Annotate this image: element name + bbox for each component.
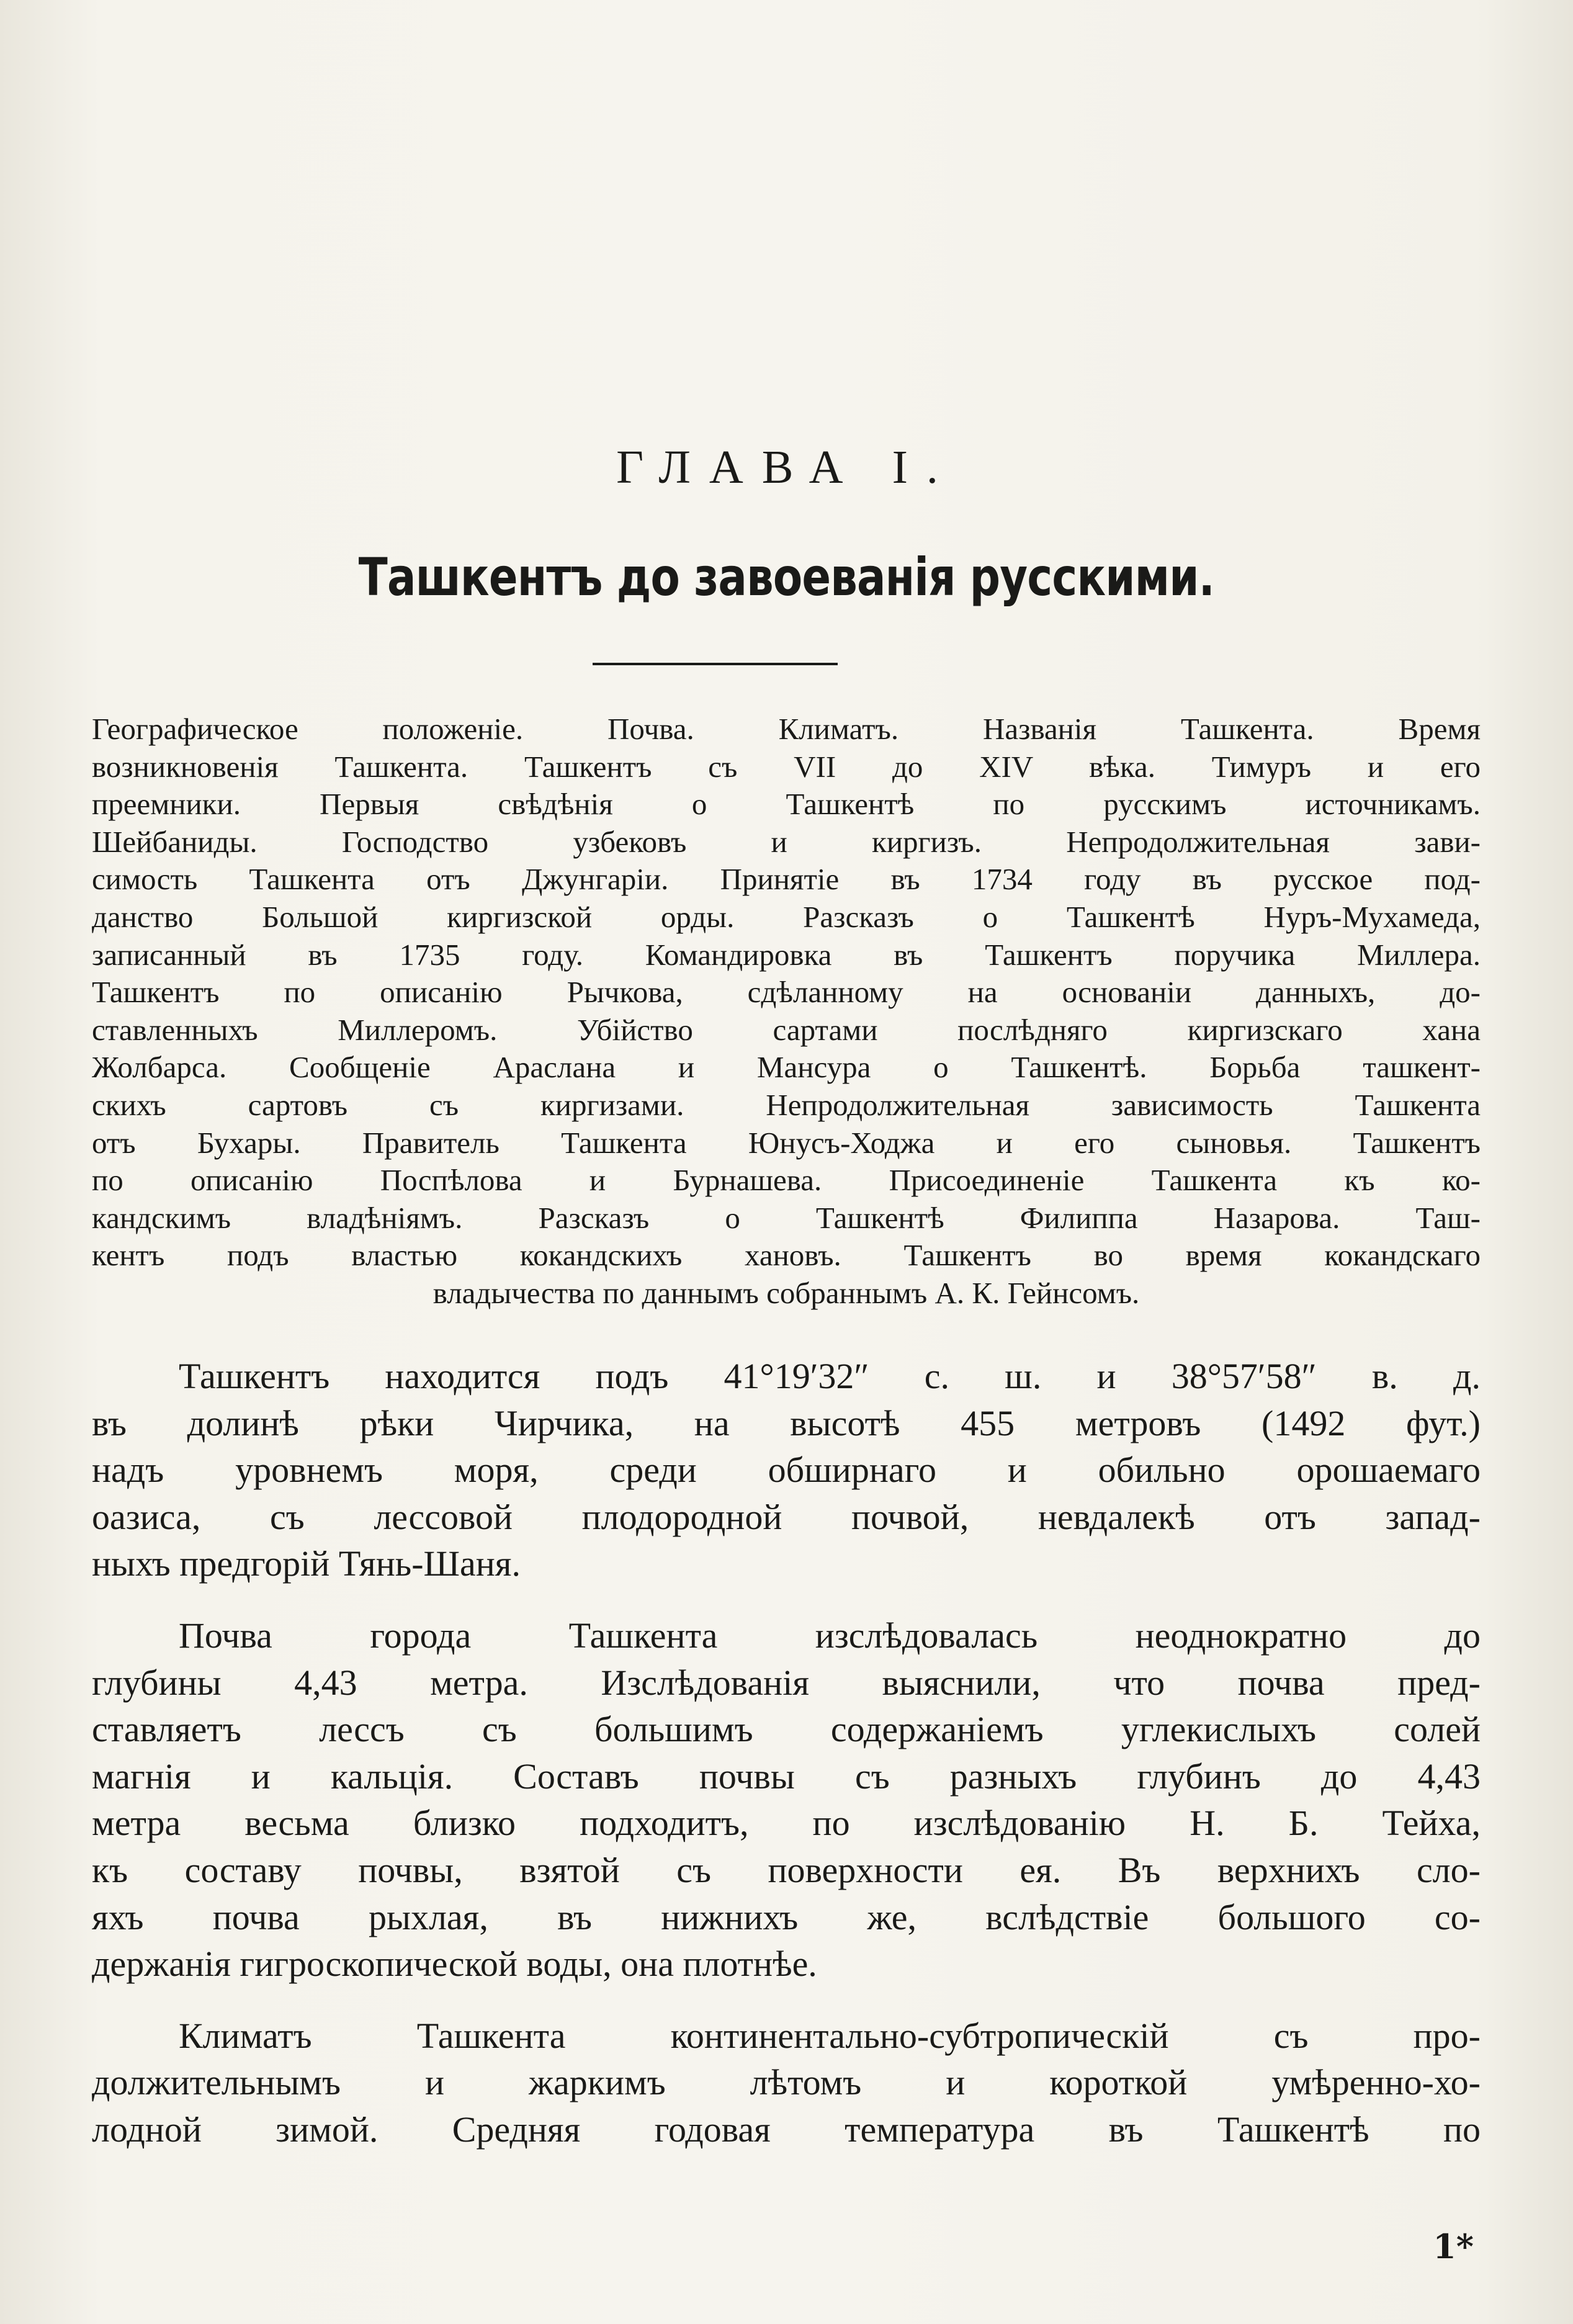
- text-line: къ составу почвы, взятой съ поверхности ея. Въ верхнихъ сло-: [92, 1849, 1481, 1890]
- text-line: оазиса, съ лессовой плодородной почвой, невдалекѣ отъ запад-: [92, 1496, 1481, 1537]
- text-line: въ долинѣ рѣки Чирчика, на высотѣ 455 метровъ (1492 фут.): [92, 1402, 1481, 1443]
- text-line: надъ уровнемъ моря, среди обширнаго и обильно орошаемаго: [92, 1450, 1481, 1491]
- summary-line: Географическое положеніе. Почва. Климатъ. Названія Ташкента. Время: [92, 712, 1481, 746]
- paragraph-gap: [92, 1587, 1481, 1612]
- summary-line: Жолбарса. Сообщеніе Арaслана и Мансура о Ташкентѣ. Борьба ташкент-: [92, 1050, 1481, 1085]
- title-divider: [593, 663, 838, 665]
- text-line: глубины 4,43 метра. Изслѣдованія выяснили, что почва пред-: [92, 1662, 1481, 1703]
- text-line: Ташкентъ находится подъ 41°19′32″ с. ш. и 38°57′58″ в. д.: [179, 1356, 1481, 1396]
- summary-line: кандскимъ владѣніямъ. Разсказъ о Ташкентѣ Филиппа Назарова. Таш-: [92, 1200, 1481, 1235]
- signature-mark: 1*: [1433, 2227, 1474, 2266]
- text-line: магнія и кальція. Составъ почвы съ разныхъ глубинъ до 4,43: [92, 1756, 1481, 1797]
- chapter-title: Ташкентъ до завоеванія русскими.: [358, 547, 1215, 608]
- summary-line: Ташкентъ по описанію Рычкова, сдѣланному на основаніи данныхъ, до-: [92, 975, 1481, 1010]
- paragraph-location: [92, 1353, 1481, 1587]
- summary-line: преемники. Первыя свѣдѣнія о Ташкентѣ по русскимъ источникамъ.: [92, 787, 1481, 822]
- summary-line: скихъ сартовъ съ киргизами. Непродолжительная зависимость Ташкента: [92, 1087, 1481, 1122]
- summary-line: по описанію Поспѣлова и Бурнашева. Присоединеніе Ташкента къ ко-: [92, 1163, 1481, 1198]
- chapter-heading: ГЛАВА I.: [616, 441, 957, 493]
- summary-line: владычества по даннымъ собраннымъ А. К. Гейнсомъ.: [432, 1275, 1140, 1310]
- summary-line: кентъ подъ властью кокандскихъ хановъ. Ташкентъ во время кокандскаго: [92, 1238, 1481, 1273]
- text-line: лодной зимой. Средняя годовая температура въ Ташкентѣ по: [92, 2109, 1481, 2150]
- text-line: держанія гигроскопической воды, она плотнѣе.: [92, 1944, 817, 1985]
- text-line: метра весьма близко подходитъ, по изслѣдованію Н. Б. Тейха,: [92, 1803, 1481, 1844]
- chapter-summary: [92, 711, 1481, 1312]
- text-line: ныхъ предгорій Тянь-Шаня.: [92, 1543, 521, 1584]
- summary-line: записанный въ 1735 году. Командировка въ Ташкентъ поручика Миллера.: [92, 937, 1481, 972]
- text-line: Почва города Ташкента изслѣдовалась неоднократно до: [179, 1615, 1481, 1656]
- body-text: [92, 1353, 1481, 2153]
- summary-line: возникновенія Ташкента. Ташкентъ съ VII до XIV вѣка. Тимуръ и его: [92, 749, 1481, 784]
- paragraph-gap: [92, 1988, 1481, 2012]
- summary-line: Шейбаниды. Господство узбековъ и киргизъ. Непродолжительная зави-: [92, 824, 1481, 859]
- paragraph-soil: [92, 1612, 1481, 1988]
- text-line: должительнымъ и жаркимъ лѣтомъ и короткой умѣренно-хо-: [92, 2062, 1481, 2103]
- summary-line: данство Большой киргизской орды. Разсказъ о Ташкентѣ Нуръ-Мухамеда,: [92, 899, 1481, 934]
- text-line: Климатъ Ташкента континентально-субтропическій съ про-: [179, 2015, 1481, 2056]
- summary-line: ставленныхъ Миллеромъ. Убійство сартами послѣдняго киргизскаго хана: [92, 1012, 1481, 1047]
- summary-line: симость Ташкента отъ Джунгаріи. Принятіе въ 1734 году въ русское под-: [92, 862, 1481, 897]
- text-line: ставляетъ лессъ съ большимъ содержаніемъ углекислыхъ солей: [92, 1709, 1481, 1750]
- paragraph-climate: [92, 2012, 1481, 2153]
- summary-line: отъ Бухары. Правитель Ташкента Юнусъ-Ходжа и его сыновья. Ташкентъ: [92, 1125, 1481, 1160]
- text-line: яхъ почва рыхлая, въ нижнихъ же, вслѣдствіе большого со-: [92, 1896, 1481, 1937]
